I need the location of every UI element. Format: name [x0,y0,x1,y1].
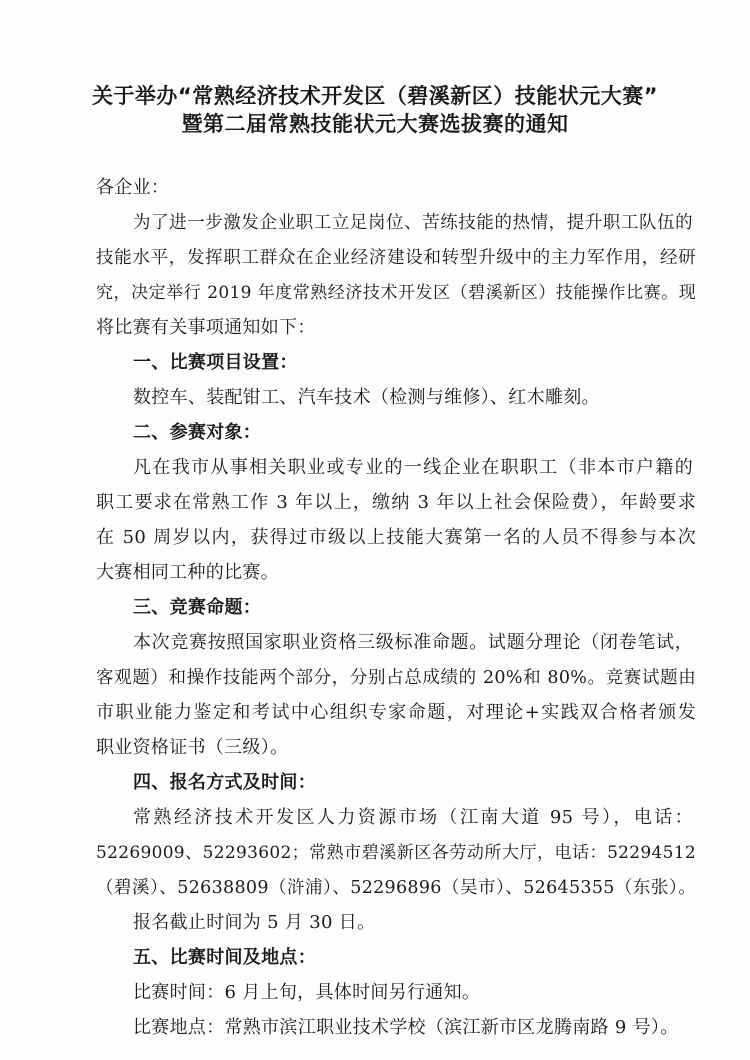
document-title-line1: 关于举办“常熟经济技术开发区（碧溪新区）技能状元大赛” [91,84,659,108]
section-line: 本次竞赛按照国家职业资格三级标准命题。试题分理论（闭卷笔试， [133,632,693,653]
section-line: 职工要求在常熟工作 3 年以上，缴纳 3 年以上社会保险费），年龄要求 [96,492,696,513]
section-heading: 五、比赛时间及地点： [133,947,316,968]
section-line: 常熟经济技术开发区人力资源市场（江南大道 95 号），电话： [133,807,693,828]
intro-line: 究，决定举行 2019 年度常熟经济技术开发区（碧溪新区）技能操作比赛。现 [96,283,696,303]
salutation: 各企业： [96,177,170,198]
section-line: 凡在我市从事相关职业或专业的一线企业在职职工（非本市户籍的 [133,457,693,478]
intro-line: 将比赛有关事项通知如下： [96,317,316,338]
section-line: 在 50 周岁以内，获得过市级以上技能大赛第一名的人员不得参与本次 [96,527,696,548]
section-line: 比赛地点：常熟市滨江职业技术学校（滨江新市区龙腾南路 9 号）。 [133,1017,679,1038]
section-line: 市职业能力鉴定和考试中心组织专家命题，对理论+实践双合格者颁发 [96,702,696,723]
section-heading: 三、竞赛命题： [133,597,262,618]
section-line: 客观题）和操作技能两个部分，分别占总成绩的 20%和 80%。竞赛试题由 [96,668,696,688]
document-title-line2: 暨第二届常熟技能状元大赛选拔赛的通知 [181,112,569,136]
intro-line: 为了进一步激发企业职工立足岗位、苦练技能的热情，提升职工队伍的 [133,213,693,233]
section-line: 52269009、52293602；常熟市碧溪新区各劳动所大厅，电话：52294512 [96,843,696,863]
section-heading: 四、报名方式及时间： [133,772,316,793]
section-line: 比赛时间：6 月上旬，具体时间另行通知。 [133,982,481,1003]
section-line: 职业资格证书（三级）。 [96,737,289,758]
intro-line: 技能水平，发挥职工群众在企业经济建设和转型升级中的主力军作用，经研 [96,248,696,268]
section-heading: 一、比赛项目设置： [133,352,298,373]
section-line: 大赛相同工种的比赛。 [96,562,279,583]
section-heading: 二、参赛对象： [133,422,262,443]
section-line: 数控车、装配钳工、汽车技术（检测与维修）、红木雕刻。 [133,387,600,408]
section-line: （碧溪）、52638809（浒浦）、52296896（吴市）、52645355（东张）。 [96,878,696,898]
section-line: 报名截止时间为 5 月 30 日。 [133,912,376,933]
